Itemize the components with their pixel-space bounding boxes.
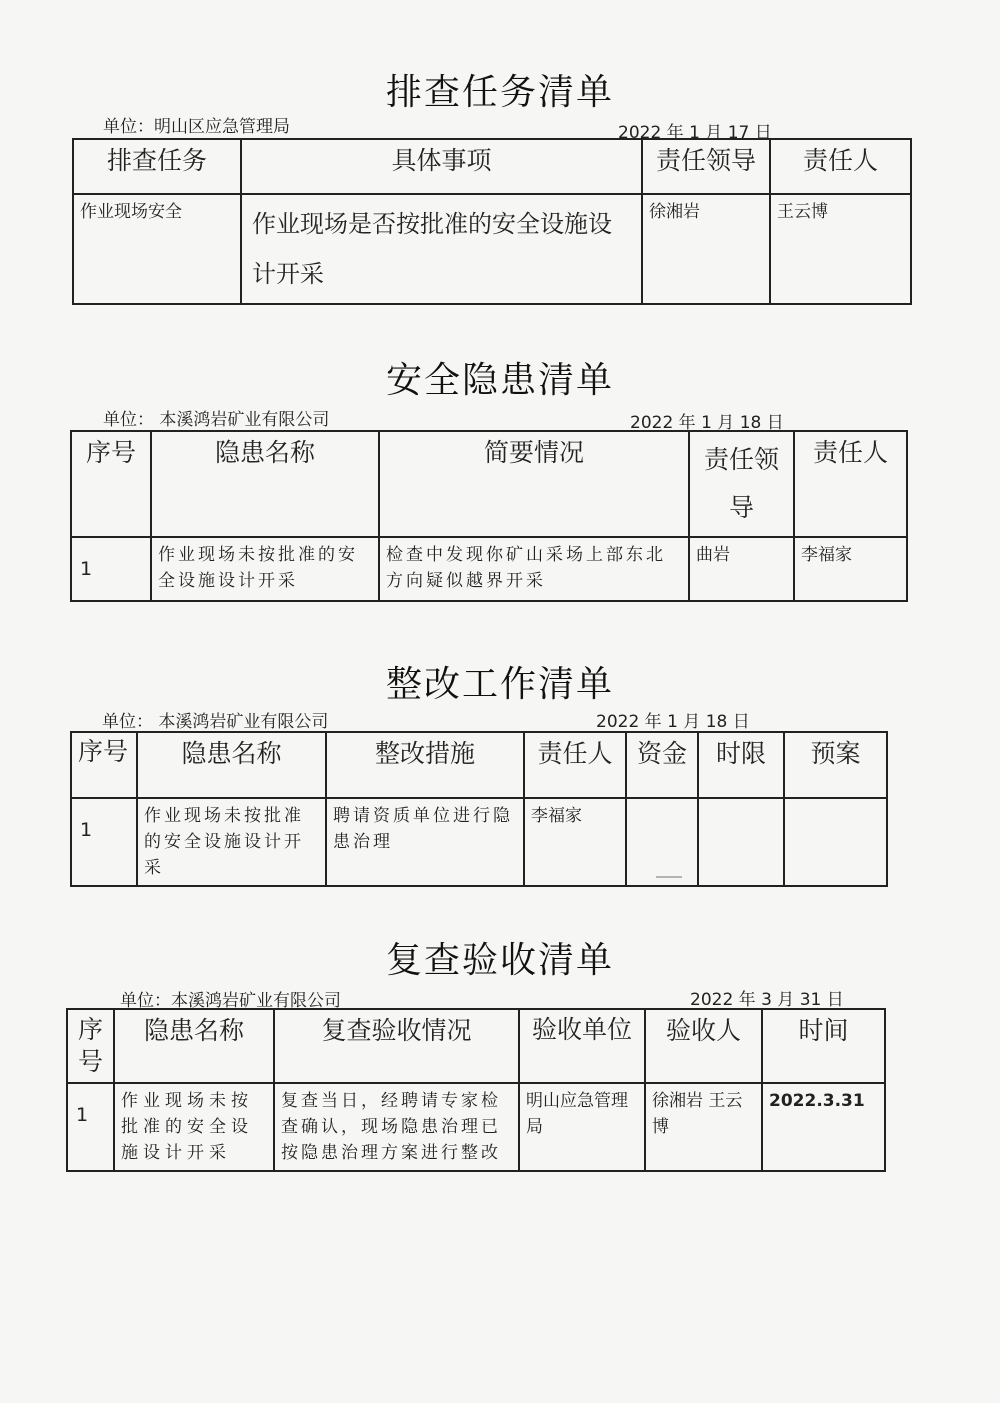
- plan-cell: [784, 798, 887, 886]
- header-cell: 隐患名称: [114, 1009, 274, 1083]
- unit-label: 单位： 本溪鸿岩矿业有限公司: [103, 410, 330, 430]
- inspection-task-table: [72, 138, 912, 305]
- person-cell: 李福家: [794, 537, 907, 601]
- summary-cell: 检查中发现你矿山采场上部东北方向疑似越界开采: [379, 537, 689, 601]
- fund-cell: [626, 798, 698, 886]
- header-cell: 整改措施: [326, 732, 524, 798]
- hazard-name-cell: 作业现场未按批准的安全设施设计开采: [137, 798, 326, 886]
- person-cell: 王云博: [770, 194, 911, 304]
- section-title-review-acceptance: 复查验收清单: [385, 940, 614, 981]
- header-cell: 时间: [762, 1009, 885, 1083]
- table-row: [67, 1083, 885, 1171]
- hazard-name-cell: 作业现场未按批准的安全设施设计开采: [151, 537, 379, 601]
- section-title-rectification-list: 整改工作清单: [385, 664, 614, 705]
- header-cell: 序号: [71, 431, 151, 537]
- header-cell: 排查任务: [73, 139, 241, 194]
- scan-mark: [656, 876, 682, 878]
- unit-label: 单位：明山区应急管理局: [103, 117, 290, 137]
- header-cell: 时限: [698, 732, 784, 798]
- header-cell: 验收人: [645, 1009, 762, 1083]
- row-number: 1: [71, 537, 151, 601]
- row-number: 1: [67, 1083, 114, 1171]
- item-cell: 作业现场是否按批准的安全设施设计开采: [241, 194, 642, 304]
- header-cell: 简要情况: [379, 431, 689, 537]
- table-row: [71, 798, 887, 886]
- task-cell: 作业现场安全: [73, 194, 241, 304]
- date-label: 2022 年 1 月 18 日: [630, 413, 784, 433]
- review-cell: 复查当日，经聘请专家检查确认，现场隐患治理已按隐患治理方案进行整改: [274, 1083, 519, 1171]
- header-cell: 责任人: [524, 732, 626, 798]
- time-cell: 2022.3.31: [762, 1083, 885, 1171]
- header-cell: 预案: [784, 732, 887, 798]
- header-cell: 资金: [626, 732, 698, 798]
- header-cell: 责任人: [770, 139, 911, 194]
- review-table: [66, 1008, 886, 1172]
- leader-cell: 曲岩: [689, 537, 794, 601]
- org-cell: 明山应急管理局: [519, 1083, 645, 1171]
- header-cell: 复查验收情况: [274, 1009, 519, 1083]
- section-title-inspection-tasks: 排查任务清单: [385, 72, 614, 113]
- table-row: [71, 537, 907, 601]
- leader-cell: 徐湘岩: [642, 194, 770, 304]
- deadline-cell: [698, 798, 784, 886]
- person-cell: 李福家: [524, 798, 626, 886]
- header-cell: 具体事项: [241, 139, 642, 194]
- measure-cell: 聘请资质单位进行隐患治理: [326, 798, 524, 886]
- date-label: 2022 年 1 月 18 日: [596, 712, 750, 732]
- table-row: [73, 194, 911, 304]
- table-header-row: [71, 431, 907, 537]
- header-cell: 责任领导: [689, 431, 794, 537]
- table-header-row: [71, 732, 887, 798]
- unit-label: 单位：本溪鸿岩矿业有限公司: [120, 991, 341, 1011]
- unit-label: 单位： 本溪鸿岩矿业有限公司: [102, 712, 329, 732]
- inspectors-cell: 徐湘岩 王云博: [645, 1083, 762, 1171]
- hazard-table: [70, 430, 908, 602]
- header-cell: 隐患名称: [137, 732, 326, 798]
- hazard-name-cell: 作业现场未按批准的安全设施设计开采: [114, 1083, 274, 1171]
- header-cell: 验收单位: [519, 1009, 645, 1083]
- rectification-table: [70, 731, 888, 887]
- date-label: 2022 年 3 月 31 日: [690, 990, 844, 1010]
- date-label: 2022 年 1 月 17 日: [618, 123, 772, 143]
- header-cell: 隐患名称: [151, 431, 379, 537]
- table-header-row: [67, 1009, 885, 1083]
- table-header-row: [73, 139, 911, 194]
- header-cell: 序号: [67, 1009, 114, 1083]
- row-number: 1: [71, 798, 137, 886]
- section-title-hazard-list: 安全隐患清单: [385, 360, 614, 401]
- header-cell: 责任人: [794, 431, 907, 537]
- header-cell: 责任领导: [642, 139, 770, 194]
- header-cell: 序号: [71, 732, 137, 798]
